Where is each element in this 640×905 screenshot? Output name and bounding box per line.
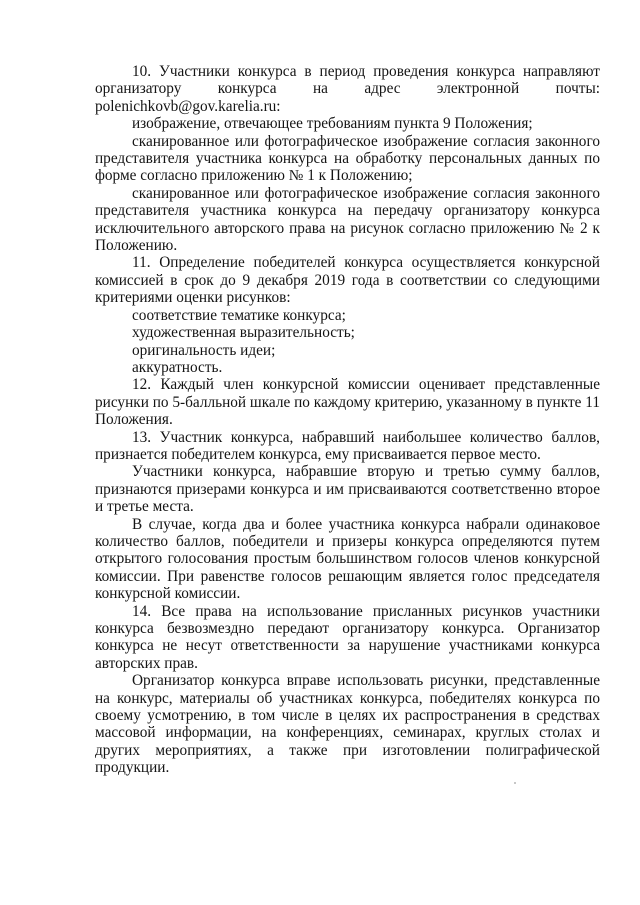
- criterion-item: соответствие тематике конкурса;: [132, 306, 346, 324]
- paragraph-10-item-image: изображение, отвечающее требованиям пункта 9 Положения;: [132, 115, 533, 133]
- document-body: [95, 63, 600, 777]
- scan-speck: [514, 782, 516, 784]
- paragraph-13-tie-rule: В случае, когда два и более участника конкурса набрали одинаковое количество баллов, победители и призеры конкурса определяются путем открытого голосования простым большинством голосов членов конкурсной комиссии. При равенстве голосов решающим является голос председателя конкурсной комиссии.: [95, 515, 600, 603]
- paragraph-14: 14. Все права на использование присланных рисунков участники конкурса безвозмездно передают организатору конкурса. Организатор конкурса не несут ответственности за нарушение участниками конкурса авторских прав.: [95, 602, 600, 672]
- paragraph-10-item-consent-data: сканированное или фотографическое изображение согласия законного представителя участника конкурса на обработку персональных данных по форме согласно приложению № 1 к Положению;: [95, 132, 600, 185]
- criterion-item: оригинальность идеи;: [132, 341, 276, 359]
- paragraph-11: 11. Определение победителей конкурса осуществляется конкурсной комиссией в срок до 9 декабря 2019 года в соответствии со следующими критериями оценки рисунков:: [95, 254, 600, 307]
- paragraph-10-item-consent-rights: сканированное или фотографическое изображение согласия законного представителя участника конкурса на передачу организатору конкурса исключительного авторского права на рисунок согласно приложению № 2 к Положению.: [95, 184, 600, 255]
- paragraph-13: 13. Участник конкурса, набравший наибольшее количество баллов, признается победителем конкурса, ему присваивается первое место.: [95, 428, 600, 463]
- paragraph-14-usage-rights: Организатор конкурса вправе использовать рисунки, представленные на конкурс, материалы об участниках конкурса, победителях конкурса по своему усмотрению, в том числе в целях их распространения в средствах массовой информации, на конференциях, семинарах, круглых столах и других мероприятиях, а также при изготовлении полиграфической продукции.: [95, 672, 600, 777]
- criterion-item: аккуратность.: [132, 358, 223, 376]
- paragraph-10: 10. Участники конкурса в период проведения конкурса направляют организатору конкурса на адрес электронной почты: polenichkovb@gov.karelia.ru:: [95, 63, 600, 115]
- paragraph-13-prize-winners: Участники конкурса, набравшие вторую и третью сумму баллов, признаются призерами конкурса и им присваиваются соответственно второе и третье места.: [95, 463, 600, 516]
- criterion-item: художественная выразительность;: [132, 324, 355, 342]
- paragraph-12: 12. Каждый член конкурсной комиссии оценивает представленные рисунки по 5-балльной шкале по каждому критерию, указанному в пункте 11 Положения.: [95, 376, 600, 429]
